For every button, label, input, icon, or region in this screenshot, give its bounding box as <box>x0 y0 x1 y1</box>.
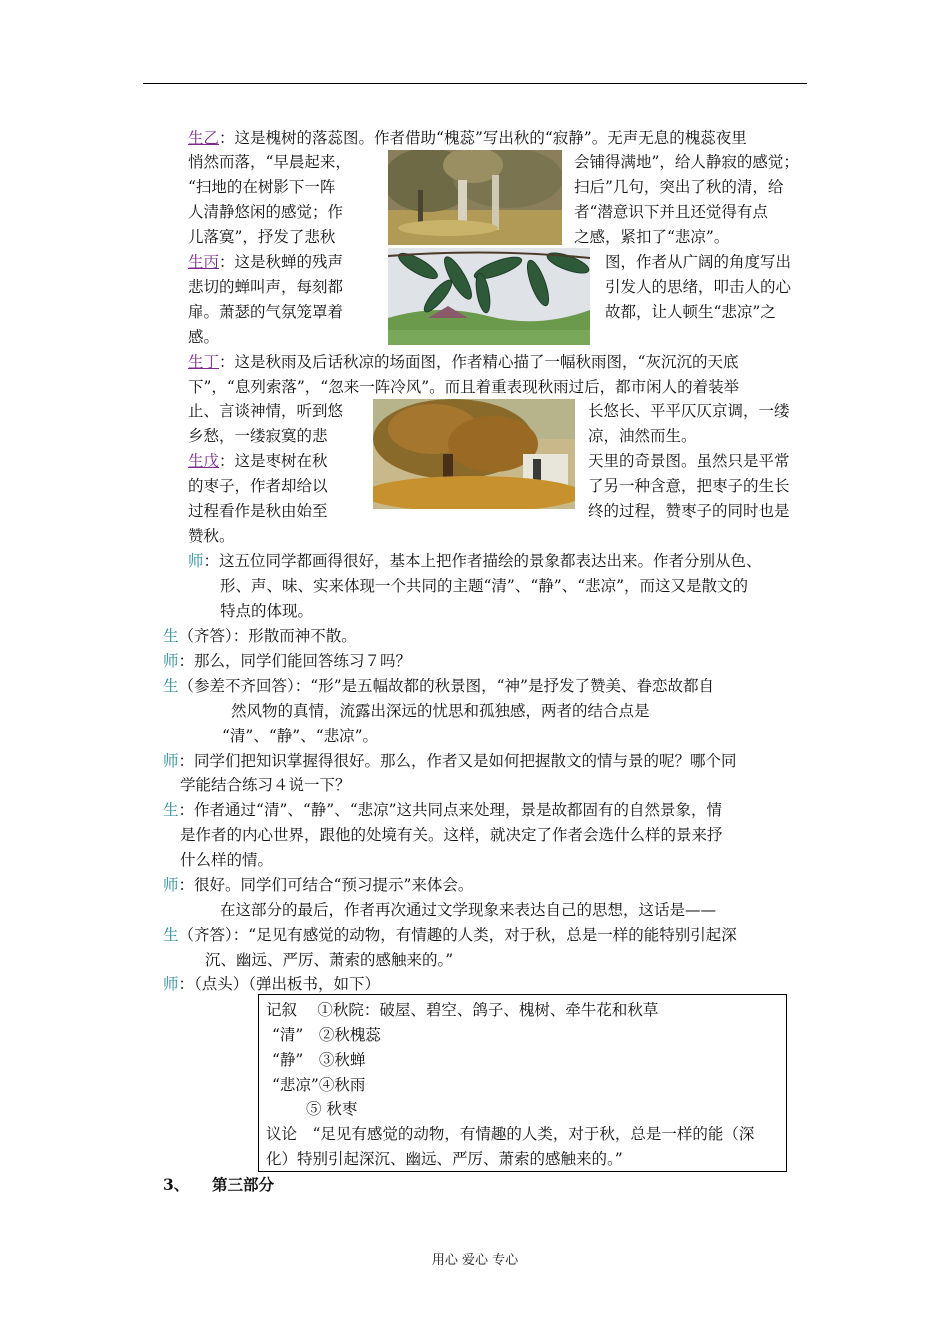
dialog-student-1: 生（齐答）：形散而神不散。 <box>163 627 357 645</box>
para-wu-line3a: 过程看作是秋由始至 <box>188 502 328 520</box>
board-row-3: “静” ③秋蝉 <box>272 1051 366 1069</box>
dialog-student-2-line2: 然风物的真情，流露出深远的忧思和孤独感，两者的结合点是 <box>231 702 650 720</box>
para-bing-line4: 感。 <box>188 328 220 346</box>
header-rule <box>143 83 807 84</box>
para-bing-line2a: 悲切的蝉叫声，每刻都 <box>188 278 344 296</box>
para-bing-line1a: 生丙：这是秋蝉的残声 <box>188 253 344 271</box>
para-wu-line1a: 生戊：这是枣树在秋 <box>188 452 328 470</box>
speaker-label: 生戊 <box>188 452 220 470</box>
dialog-student-4-line1: 生（齐答）：“足见有感觉的动物，有情趣的人类，对于秋，总是一样的能特别引起深 <box>163 926 737 944</box>
dialog-student-3-line2: 是作者的内心世界，跟他的处境有关。这样，就决定了作者会选什么样的景来抒 <box>180 826 723 844</box>
locust-tree-painting <box>388 150 562 245</box>
speaker-label: 师 <box>188 552 204 570</box>
page-footer: 用心 爱心 专心 <box>431 1253 519 1268</box>
para-bing-line3a: 扉。萧瑟的气氛笼罩着 <box>188 303 344 321</box>
speaker-label: 师 <box>163 652 179 670</box>
dialog-student-3-line1: 生：作者通过“清”、“静”、“悲凉”这共同点来处理，景是故都固有的自然景象，情 <box>163 801 723 819</box>
speaker-label: 生丁 <box>188 353 220 371</box>
speaker-label: 生丙 <box>188 253 220 271</box>
narration-line: 在这部分的最后，作者再次通过文学现象来表达自己的思想，这话是—— <box>220 901 717 919</box>
dialog-student-4-line2: 沉、幽远、严厉、萧索的感触来的。” <box>205 951 454 969</box>
para-yi-line5a: 儿落寞”，抒发了悲秋 <box>188 228 336 246</box>
para-bing-line1b: 图，作者从广阔的角度写出 <box>605 253 792 271</box>
speaker-label: 生 <box>163 926 179 944</box>
para-wu-line2a: 的枣子，作者却给以 <box>188 477 328 495</box>
para-ding-line4b: 凉，油然而生。 <box>588 427 697 445</box>
dialog-student-2-line3: “清”、“静”、“悲凉”。 <box>222 727 379 745</box>
speaker-label: 生乙 <box>188 129 220 147</box>
para-yi-line5b: 之感，紧扣了“悲凉”。 <box>574 228 730 246</box>
para-bing-line2b: 引发人的思绪，叩击人的心 <box>605 278 792 296</box>
board-row-6: 议论 “足见有感觉的动物，有情趣的人类，对于秋，总是一样的能（深 <box>266 1125 755 1143</box>
para-bing-line3b: 故都，让人顿生“悲凉”之 <box>605 303 776 321</box>
para-ding-line2: 下”，“息列索落”，“忽来一阵冷风”。而且着重表现秋雨过后，都市闲人的着装举 <box>188 378 740 396</box>
speaker-label: 师 <box>163 975 179 993</box>
dialog-teacher-1-line3: 特点的体现。 <box>220 602 314 620</box>
para-yi-line4b: 者“潜意识下并且还觉得有点 <box>574 203 768 221</box>
para-wu-line2b: 了另一种含意，把枣子的生长 <box>588 477 790 495</box>
para-wu-line3b: 终的过程，赞枣子的同时也是 <box>588 502 790 520</box>
para-yi-line2b: 会铺得满地”，给人静寂的感觉； <box>574 153 799 171</box>
dialog-teacher-3-line2: 学能结合练习４说一下？ <box>180 776 351 794</box>
para-yi-line2a: 悄然而落，“早晨起来， <box>188 153 351 171</box>
speaker-label: 生 <box>163 801 179 819</box>
para-ding-line1: 生丁：这是秋雨及后话秋凉的场面图，作者精心描了一幅秋雨图，“灰沉沉的天底 <box>188 353 739 371</box>
dialog-teacher-1-line1: 师：这五位同学都画得很好，基本上把作者描绘的景象都表达出来。作者分别从色、 <box>188 552 762 570</box>
board-row-7: 化）特别引起深沉、幽远、严厉、萧索的感触来的。” <box>266 1150 623 1168</box>
board-row-1: 记叙 ①秋院：破屋、碧空、鸽子、槐树、牵牛花和秋草 <box>266 1001 659 1019</box>
speaker-label: 师 <box>163 876 179 894</box>
board-row-4: “悲凉”④秋雨 <box>272 1076 366 1094</box>
para-wu-line4: 赞秋。 <box>188 527 235 545</box>
speaker-label: 生 <box>163 677 179 695</box>
jujube-tree-painting <box>373 399 575 509</box>
para-ding-line3b: 长悠长、平平仄仄京调，一缕 <box>588 402 790 420</box>
board-row-2: “清” ②秋槐蕊 <box>272 1026 381 1044</box>
para-yi-line3b: 扫后”几句，突出了秋的清，给 <box>574 178 784 196</box>
para-wu-line1b: 天里的奇景图。虽然只是平常 <box>588 452 790 470</box>
cicada-leaves-painting <box>388 248 590 345</box>
para-yi-line3a: “扫地的在树影下一阵 <box>188 178 336 196</box>
dialog-teacher-2: 师：那么，同学们能回答练习７吗？ <box>163 652 412 670</box>
para-yi-line4a: 人清静悠闲的感觉；作 <box>188 203 344 221</box>
dialog-student-2-line1: 生（参差不齐回答）：“形”是五幅故都的秋景图，“神”是抒发了赞美、眷恋故都自 <box>163 677 714 695</box>
dialog-student-3-line3: 什么样的情。 <box>180 851 274 869</box>
para-yi-line1: 生乙：这是槐树的落蕊图。作者借助“槐蕊”写出秋的“寂静”。无声无息的槐蕊夜里 <box>188 129 747 147</box>
speaker-label: 师 <box>163 752 179 770</box>
board-row-5: ⑤ 秋枣 <box>306 1100 358 1118</box>
dialog-teacher-5: 师：（点头）（弹出板书，如下） <box>163 975 381 993</box>
speaker-label: 生 <box>163 627 179 645</box>
section-title: 第三部分 <box>212 1175 275 1194</box>
dialog-teacher-1-line2: 形、声、味、实来体现一个共同的主题“清”、“静”、“悲凉”，而这又是散文的 <box>220 577 749 595</box>
dialog-teacher-3-line1: 师：同学们把知识掌握得很好。那么，作者又是如何把握散文的情与景的呢？哪个同 <box>163 752 737 770</box>
para-ding-line4a: 乡愁，一缕寂寞的悲 <box>188 427 328 445</box>
section-number: 3、 <box>163 1175 190 1194</box>
para-ding-line3a: 止、言谈神情，听到悠 <box>188 402 344 420</box>
dialog-teacher-4: 师：很好。同学们可结合“预习提示”来体会。 <box>163 876 474 894</box>
